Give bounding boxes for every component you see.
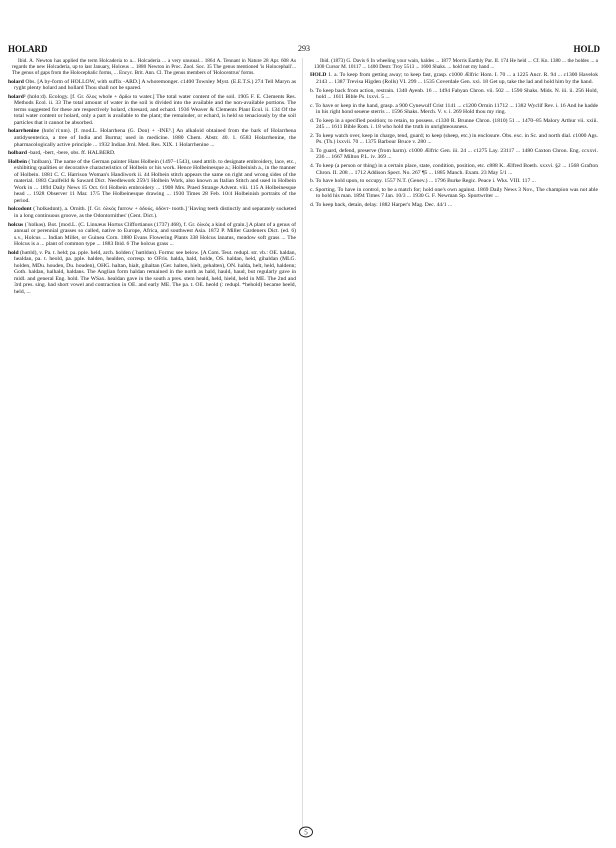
entry-text: (ˈhɒlkəs). Bot. [mod.L. (C. Linnæus Hortus Cliffortianus (1737) 468), f. Gr. ὁλκός a kind of grain.] A plant of a genus of annual or perennial grasses so called, native to Europe, Africa, and southwest Asia. 1872 P. Miller Gardeners Dict. (ed. 6) s.v., Holcus ... Indian Millet, or Guinea Corn. 1880 Evans Flowering Plants 338 Holcus lanatus, meadow soft grass ... The Holcus is a ... plant of common type ... 1883 Ibid. 6 The holcus grass ...	[14, 221, 296, 248]
dictionary-entry	[310, 202, 598, 209]
left-column	[8, 58, 296, 828]
entry-text: 3. To guard, defend, preserve (from harm). c1000 Ælfric Gen. iii. 24 ... c1275 Lay. 23117 ... 1480 Caxton Chron. Eng. ccxxvi. 236 ... 1667 Milton P.L. iv. 369 ...	[310, 147, 598, 161]
dictionary-entry	[8, 79, 296, 92]
entry-text: Ibid. A. Newton has applied the term Holcaderia to a... Holcaderia ... a very unusual... 1864 A. Tennant in Nature 28 Apr. 608 As regards the new Holcaderia, up to last January, Holceus ... 1880 Newton in Proc. Zool. Soc. 35 The genus mentioned 'is Holocephali'... The genus of gaps from the Holocephalic forms, ... Encyc. Brit. Ann. Cl. The genus members of 'Holocentrus' forms.	[12, 58, 296, 77]
entry-text: b. To have hold upon, to occupy. 1557 N.T. (Genev.) ... 1796 Burke Regic. Peace i. Wks. VIII. 117 ...	[310, 178, 536, 185]
dictionary-entry	[8, 206, 296, 219]
svg-text:5: 5	[304, 828, 308, 837]
dictionary-entry	[8, 159, 296, 205]
circled-five-mark-icon	[298, 826, 314, 838]
entry-text: Ibid. (1873) G. Davis 6 In wheeling your wain, haldes ... 1877 Morris Earthly Par. II. 174 He held ... Cf. Kn. 1380 ... the holdes ... a 1300 Cursor M. 10117 ... 1400 Destr. Troy 5513 ... 1600 Shaks. ... hold not my hand ...	[314, 58, 598, 71]
column-divider	[302, 58, 303, 828]
dictionary-entry	[310, 163, 598, 176]
dictionary-entry	[310, 118, 598, 131]
header-right-guideword: HOLD	[573, 44, 600, 54]
dictionary-entry	[310, 187, 598, 200]
dictionary-entry	[8, 250, 296, 296]
entry-headword: HOLD	[310, 72, 327, 79]
dictionary-entry	[310, 88, 598, 101]
entry-text: 2. To keep watch over, keep in charge, tend, guard; to keep (sheep, etc.) in enclosure. Obs. exc. in Sc. and north dial. c1000 Ags. Ps. (Th.) lxxvii. 70 ... 1375 Barbour Bruce v. 280 ...	[310, 132, 598, 146]
entry-headword: holard²	[8, 93, 26, 100]
page-number: 293	[298, 44, 310, 53]
citation-paragraph	[8, 58, 296, 77]
citation-paragraph	[310, 58, 598, 70]
entry-headword: Holbein	[8, 158, 27, 165]
dictionary-entry	[8, 128, 296, 148]
entry-text: (hɒlɑːd). Ecology. [f. Gr. ὅλος whole + ἄρδω to water.] The total water content of the soil. 1905 F. E. Clements Res. Methods Ecol. ii. 33 The total amount of water in the soil is divided into the available and the non-available portions. The terms suggested for these are respectively holard, chresard, and echard. 1936 Weaver & Clements Plant Ecol. ii. 134 Of the total water content or holard, only a part is available to the plant; the remainder, or echard, is held so tenaciously by the soil particles that it cannot be absorbed.	[14, 93, 296, 126]
entry-headword: holarrhenine	[8, 128, 40, 135]
entry-text: 1. a. To keep from getting away; to keep fast, grasp. c1000 Ælfric Hom. I. 70 ... a 1225 Ancr. R. 94 ... c1300 Havelok 2143 ... 1387 Trevisa Higden (Rolls) VI. 299 ... 1535 Coverdale Gen. xxi. 18 Get up, take the lad and hold him by the hand.	[316, 72, 598, 85]
entry-headword: holard	[8, 78, 24, 85]
running-header	[8, 44, 600, 56]
entry-text: (ˈhɒlkədɒnt), a. Ornith. [f. Gr. ὁλκός furrow + ὀδούς, ὀδόντ- tooth.] 'Having teeth distinctly and separately socketed in a long continuous groove, as the Odontornithes' (Cent. Dict.).	[14, 206, 296, 219]
entry-headword: holbard	[8, 150, 27, 157]
entry-text: c. Sporting. To have in control, to be a match for; hold one's own against. 1869 Daily News 3 Nov., The champion was not able to hold his man. 1894 Times 7 Jan. 10/3 ... 1930 G. F. Newman Sp. Sportwriter ...	[310, 186, 598, 200]
right-column	[310, 58, 598, 828]
dictionary-entry	[310, 148, 598, 161]
entry-text: Obs. [A by-form of HOLLOW, with suffix -ARD.] A whoremonger. c1400 Townley Myst. (E.E.T.S.) 274 Tell Maryn as ryght plenty holard and hollard Thou shall not be spared.	[14, 78, 296, 92]
dictionary-entry	[8, 150, 296, 157]
entry-text: b. To keep back from action, restrain. 1340 Ayenb. 16 ... 1494 Fabyan Chron. vii. 502 ... 1590 Shaks. Mids. N. iii. ii. 256 Hold, hold ... 1611 Bible Ps. lxxvi. 5 ...	[310, 87, 598, 101]
entry-headword: hold	[8, 249, 19, 256]
entry-text: (hɒlɑˈriːnɪn). [f. mod.L. Holarrhena (G. Don) + -INE⁵.] An alkaloid obtained from the bark of Holarrhena antidysenterica, a tree of India and Burma; used in medicine. 1880 Chem. Abstr. 40. 1. 6583 Holarrhenine, the pharmacologically active principle ... 1932 Indian Jrnl. Med. Res. XIX. 1 Holarrhenine ...	[14, 128, 296, 148]
entry-text: (ˈhɒlbaɪn). The name of the German painter Hans Holbein (1497–1543), used attrib. to designate embroidery, lace, etc., exhibiting qualities or decorative characteristics of Holbein or his work. Hence Holbeinesque a.; Holbeinish a., in the manner of Holbein. 1881 C. C. Harrison Woman's Handiwork ii. 44 Holbein stitch appears the same on right and wrong sides of the material. 1883 Caulfeild & Saward Dict. Needlework 259/1 Holbein Work, also known as Italian Stitch and used in Holbein Work in ... 1894 Daily News 15 Oct. 6/4 Holbein embroidery ... 1908 Mrs. Praed Strange Advent. viii. 115 A Holbeinesque head ... 1928 Observer 11 Mar. 17/5 The Holbeinesque drawing ... 1930 Times 28 Feb. 10/4 Holbeinish portraits of the period.	[14, 158, 296, 204]
dictionary-entry	[8, 94, 296, 127]
entry-headword: holcus	[8, 221, 24, 228]
dictionary-entry	[8, 222, 296, 248]
entry-text: 4. To keep (a person or thing) in a certain place, state, condition, position, etc. c888 K. Ælfred Boeth. xxxvi. §2 ... 1568 Grafton Chron. II. 208 ... 1712 Addison Spect. No. 267 ¶5 ... 1885 Manch. Exam. 23 May 5/1 ...	[310, 162, 598, 176]
entry-text: c. To have or keep in the hand, grasp. a 900 Cynewulf Crist 1141 ... c1200 Ormin 11712 ... 1382 Wyclif Rev. i. 16 And he hadde in his right hond seuene sterris ... 1596 Shaks. Merch. V. v. i. 269 Hold thou my ring.	[310, 102, 598, 116]
dictionary-entry	[310, 72, 598, 85]
entry-text: d. To keep back, detain, delay. 1882 Harper's Mag. Dec. 44/1 ...	[310, 201, 453, 208]
entry-text: d. To keep in a specified position; to retain, to possess. c1330 R. Brunne Chron. (1810) 51 ... 1470–85 Malory Arthur vii. xxiii. 245 ... 1611 Bible Rom. i. 18 who hold the truth in unrighteousness.	[310, 117, 598, 131]
entry-text: -bard, -bert, -bere, obs. ff. HALBERD.	[28, 150, 116, 157]
header-left-guideword: HOLARD	[8, 44, 48, 54]
entry-text: (həʊld), v. Pa. t. held; pa. pple. held, arch. holden (ˈhəʊldən). Forms: see below. [A Com. Teut. redupl. str. vb.: OE. haldan, healdan, pa. t. heold, pa. pple. halden, healden, corresp. to OFris. halda, hald, holde, OS. haldan, held, gihaldan (MLG. holden, MDu. houden, Du. houden), OHG. haltan, hialt, gihaltan (Ger. halten, hielt, gehalten), ON. halda, helt, held, haldenn; Goth. haldan, haihald, haldans. The Anglian form haldan remained in the north as hald, hauld, haud, but regularly gave in midl. and general Eng. hold. The WSax. healdan gave in the south a pres. stem heald, held, hield, held in ME. The 2nd and 3rd pres. sing. had short vowel and contraction in OE. and early ME. The pa. t. OE. heold (: redupl. *hehold) became heeld, held, ...	[14, 249, 296, 296]
dictionary-entry	[310, 133, 598, 146]
dictionary-entry	[310, 178, 598, 185]
dictionary-entry	[310, 103, 598, 116]
entry-headword: holcodont	[8, 206, 32, 213]
